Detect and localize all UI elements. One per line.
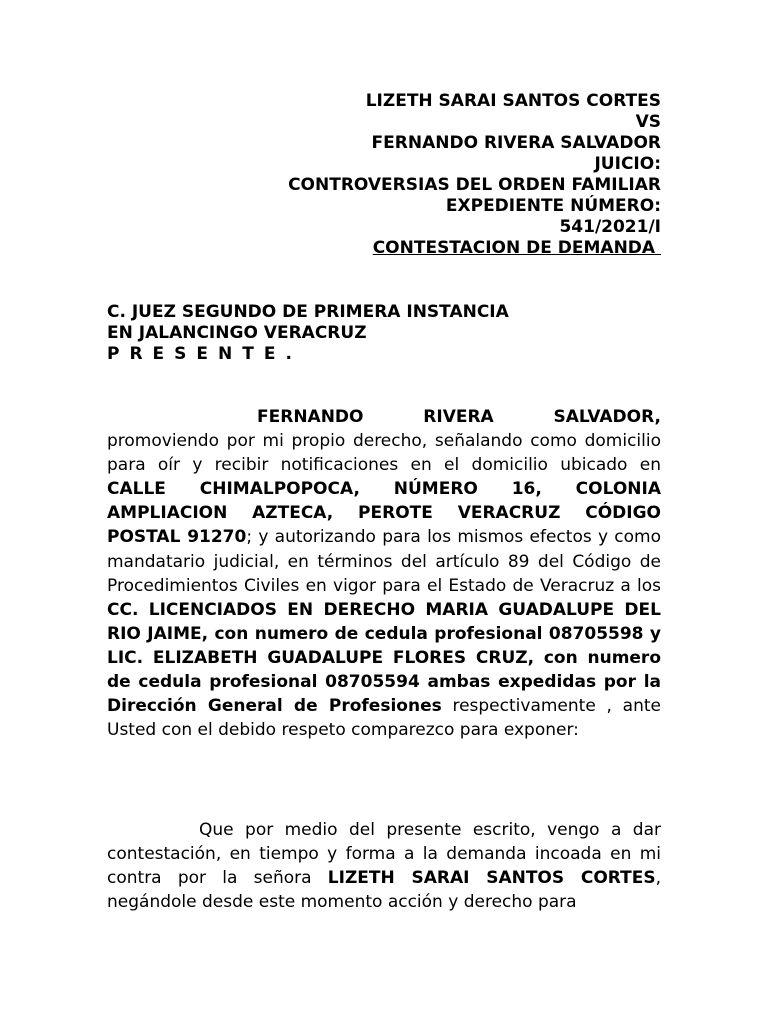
header-file-label: EXPEDIENTE NÚMERO:	[445, 196, 661, 216]
header-document-title: CONTESTACION DE DEMANDA	[372, 238, 661, 258]
addressee-block	[107, 302, 509, 365]
defendant-name: FERNANDO RIVERA SALVADOR,	[257, 407, 661, 427]
addressee-judge: C. JUEZ SEGUNDO DE PRIMERA INSTANCIA	[107, 302, 509, 322]
header-versus: VS	[635, 112, 661, 132]
attorneys-text: CC. LICENCIADOS EN DERECHO MARIA GUADALUPE DEL RIO JAIME, con numero de cedula profesional 08705598 y LIC. ELIZABETH GUADALUPE FLORES CRUZ, con numero de cedula profesional 08705594 ambas expedidas por la Dirección General de Profesiones	[107, 599, 661, 717]
address-text: CALLE CHIMALPOPOCA, NÚMERO 16, COLONIA AMPLIACION AZTECA, PEROTE VERACRUZ CÓDIGO POSTAL 91270	[107, 479, 661, 548]
authorization-text: ; y autorizando para los mismos efectos y como mandatario judicial, en términos del artículo 89 del Código de Procedimientos Civiles en vigor para el Estado de Veracruz a los	[107, 527, 661, 596]
case-header	[101, 91, 661, 259]
intro-text: promoviendo por mi propio derecho, señalando como domicilio para oír y recibir notificaciones en el domicilio ubicado en	[107, 431, 661, 476]
answer-paragraph	[107, 818, 661, 914]
header-trial-label: JUICIO:	[594, 154, 661, 174]
header-file-number: 541/2021/I	[559, 217, 661, 237]
addressee-location: EN JALANCINGO VERACRUZ	[107, 323, 367, 343]
header-trial-type: CONTROVERSIAS DEL ORDEN FAMILIAR	[288, 175, 661, 195]
introduction-paragraph	[107, 405, 661, 742]
header-plaintiff: LIZETH SARAI SANTOS CORTES	[365, 91, 661, 111]
plaintiff-name: LIZETH SARAI SANTOS CORTES	[327, 868, 656, 889]
closing-text: respectivamente , ante Usted con el debido respeto comparezco para exponer:	[107, 696, 661, 741]
addressee-present: PRESENTE.	[107, 344, 302, 364]
header-defendant: FERNANDO RIVERA SALVADOR	[371, 133, 661, 153]
answer-continuation: , negándole desde este momento acción y derecho para	[107, 868, 661, 913]
answer-text: Que por medio del presente escrito, vengo a dar contestación, en tiempo y forma a la demanda incoada en mi contra por la señora	[107, 820, 661, 889]
